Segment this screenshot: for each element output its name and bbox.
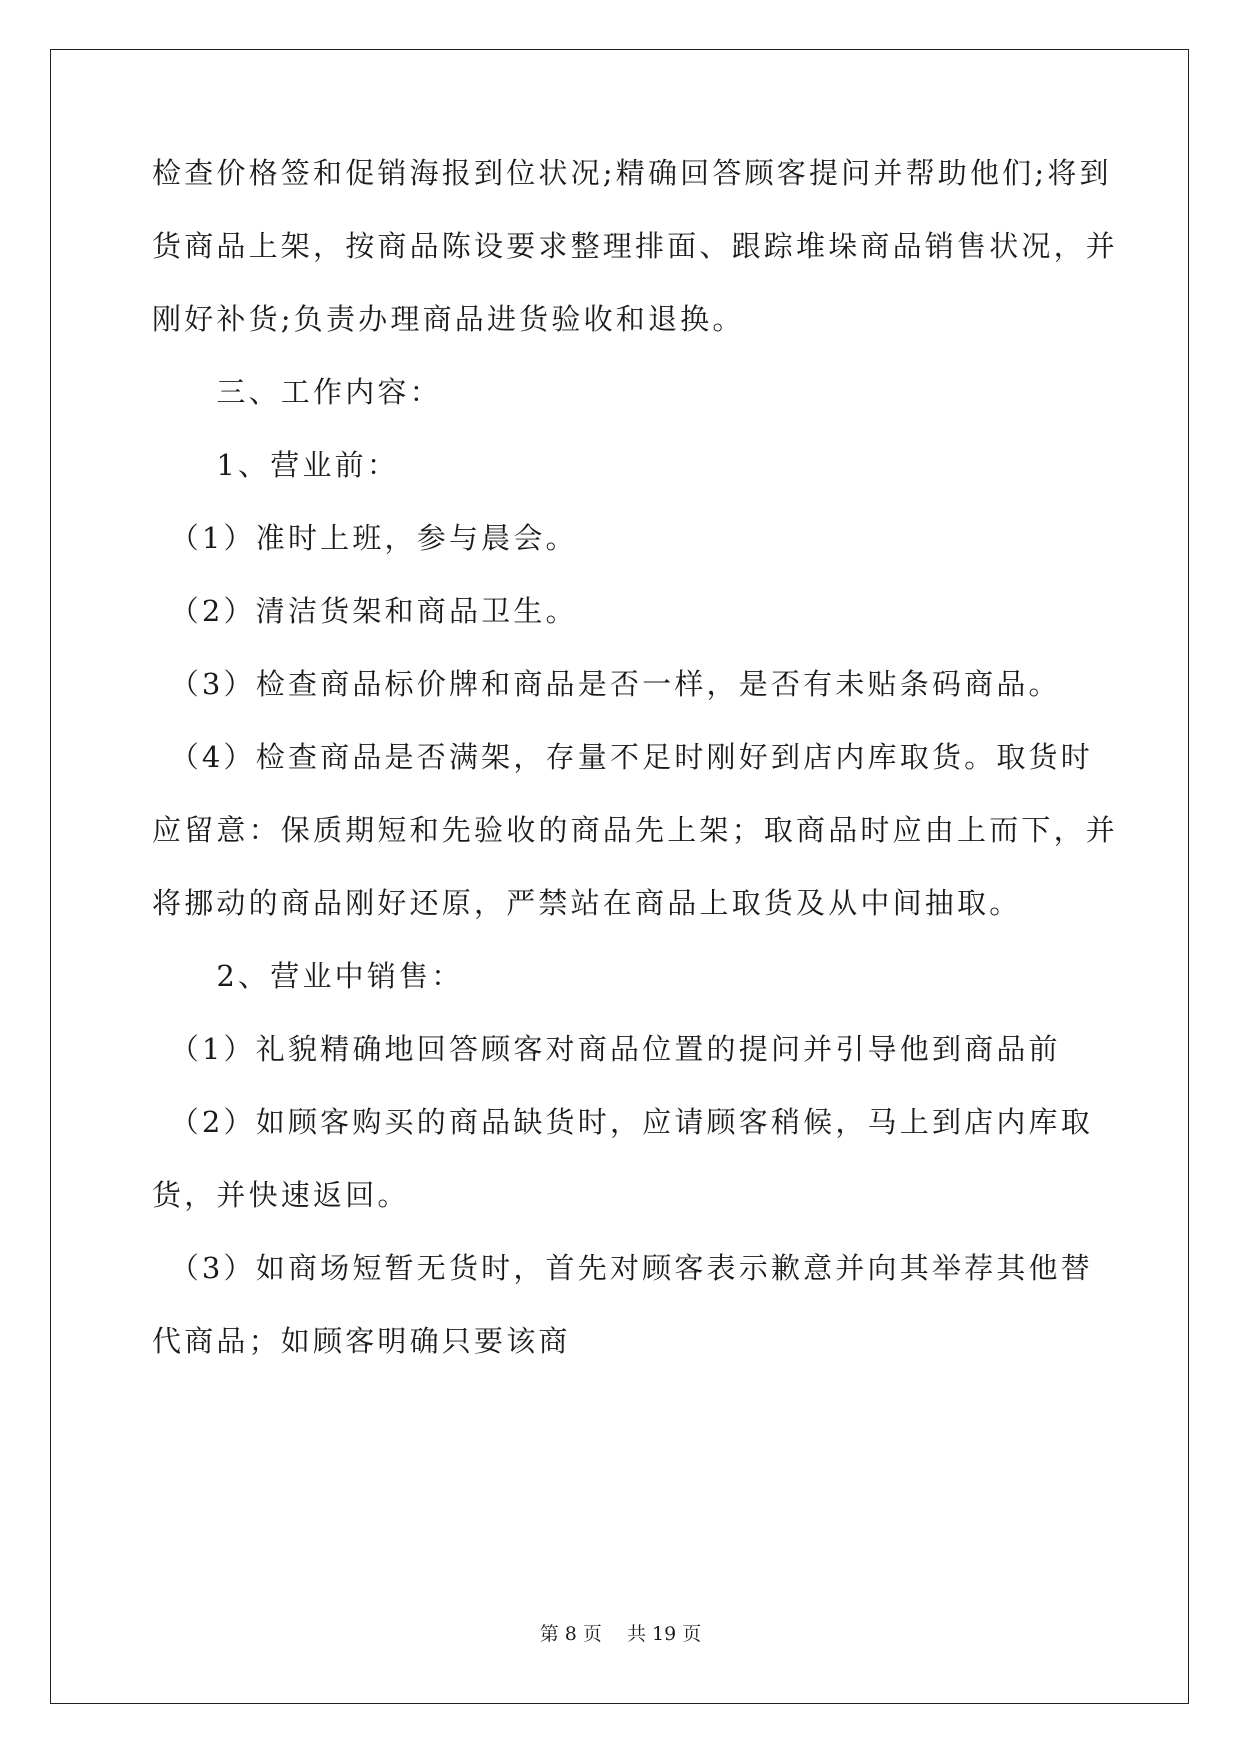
paragraph-line: 代商品；如顾客明确只要该商: [152, 1324, 571, 1358]
list-item: （3）检查商品标价牌和商品是否一样，是否有未贴条码商品。: [152, 667, 1061, 701]
page-number-footer: 第 8 页 共 19 页: [539, 1623, 702, 1645]
list-item: （2）如顾客购买的商品缺货时，应请顾客稍候，马上到店内库取: [152, 1105, 1093, 1139]
subsection-heading: 1、营业前：: [152, 448, 400, 482]
list-item: （1）准时上班，参与晨会。: [152, 521, 578, 555]
paragraph-line: 刚好补货;负责办理商品进货验收和退换。: [152, 302, 745, 336]
paragraph-line: 检查价格签和促销海报到位状况;精确回答顾客提问并帮助他们;将到: [152, 156, 1112, 190]
paragraph-line: 将挪动的商品刚好还原，严禁站在商品上取货及从中间抽取。: [152, 886, 1022, 920]
paragraph-line: 应留意：保质期短和先验收的商品先上架；取商品时应由上而下，并: [152, 813, 1119, 847]
paragraph-line: 货，并快速返回。: [152, 1178, 410, 1212]
page-border: [50, 49, 1189, 1704]
list-item: （4）检查商品是否满架，存量不足时刚好到店内库取货。取货时: [152, 740, 1093, 774]
subsection-heading: 2、营业中销售：: [152, 959, 464, 993]
list-item: （3）如商场短暂无货时，首先对顾客表示歉意并向其举荐其他替: [152, 1251, 1093, 1285]
paragraph-line: 货商品上架，按商品陈设要求整理排面、跟踪堆垛商品销售状况，并: [152, 229, 1119, 263]
list-item: （1）礼貌精确地回答顾客对商品位置的提问并引导他到商品前: [152, 1032, 1061, 1066]
list-item: （2）清洁货架和商品卫生。: [152, 594, 578, 628]
section-heading: 三、工作内容：: [152, 375, 442, 409]
